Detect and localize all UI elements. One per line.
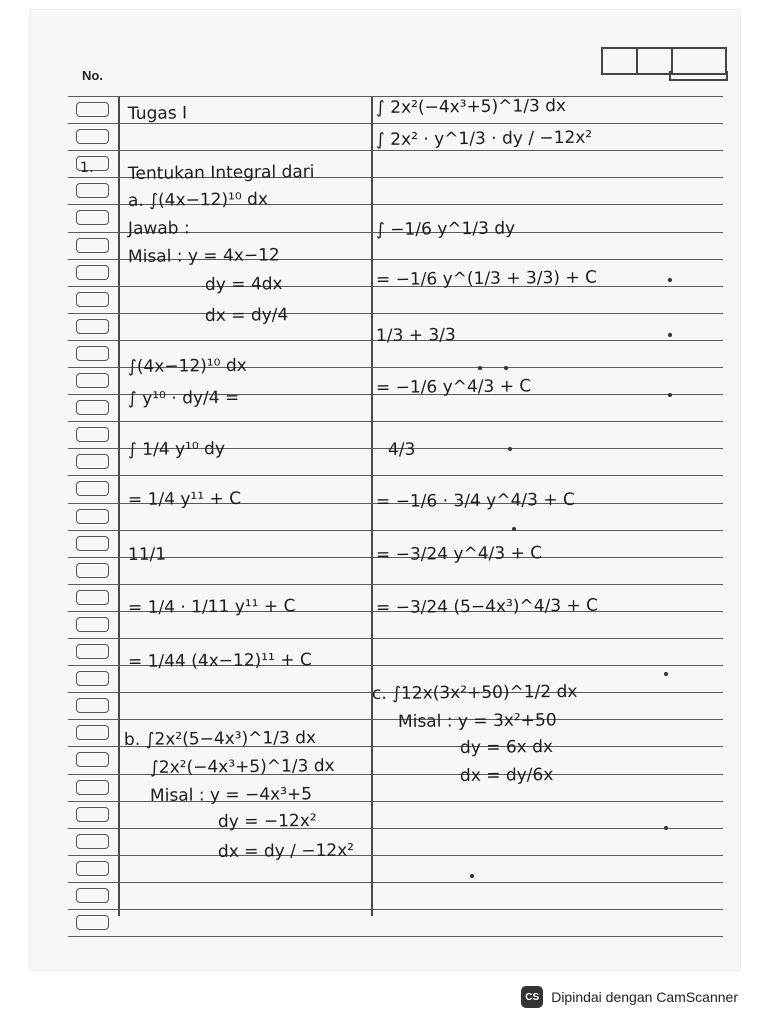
watermark-text: Dipindai dengan CamScanner: [551, 989, 738, 1005]
handwritten-line: = 1/4 y¹¹ + C: [127, 488, 242, 510]
handwritten-line: 1/3 + 3/3: [375, 325, 456, 346]
ruled-line: [68, 828, 723, 829]
ruled-line: [68, 882, 723, 883]
pen-dot: [668, 393, 672, 397]
margin-checkbox: [76, 861, 109, 876]
margin-checkbox: [76, 373, 109, 388]
date-box: [636, 47, 673, 75]
pen-dot: [668, 278, 672, 282]
pen-dot: [504, 366, 508, 370]
problem-number: 1.: [79, 159, 94, 176]
margin-checkbox: [76, 915, 109, 930]
margin-rule: [118, 96, 120, 916]
ruled-line: [68, 421, 723, 422]
margin-checkbox: [76, 210, 109, 225]
handwritten-line: = −3/24 (5−4x³)^4/3 + C: [375, 595, 599, 618]
handwritten-line: ∫ −1/6 y^1/3 dy: [375, 218, 516, 240]
margin-checkbox: [76, 834, 109, 849]
margin-checkbox: [76, 888, 109, 903]
handwritten-line: 11/1: [127, 544, 167, 565]
ruled-line: [68, 584, 723, 585]
handwritten-line: ∫(4x−12)¹⁰ dx: [127, 355, 247, 377]
handwritten-line: a. ∫(4x−12)¹⁰ dx: [127, 189, 269, 211]
handwritten-line: = −1/6 y^4/3 + C: [375, 376, 532, 398]
margin-checkbox: [76, 780, 109, 795]
margin-checkbox: [76, 102, 109, 117]
handwritten-line: = 1/4 · 1/11 y¹¹ + C: [127, 596, 296, 618]
ruled-line: [68, 855, 723, 856]
margin-checkbox: [76, 265, 109, 280]
pen-dot: [478, 366, 482, 370]
handwritten-line: = 1/44 (4x−12)¹¹ + C: [127, 650, 312, 672]
scanner-watermark: [521, 986, 738, 1008]
column-divider: [371, 96, 373, 916]
handwritten-line: ∫ 1/4 y¹⁰ dy: [127, 438, 226, 460]
handwritten-line: = −1/6 y^(1/3 + 3/3) + C: [375, 267, 598, 290]
handwritten-line: dx = dy / −12x²: [217, 840, 355, 862]
margin-checkbox: [76, 427, 109, 442]
handwritten-line: dy = 4dx: [204, 274, 283, 295]
handwritten-line: ∫2x²(−4x³+5)^1/3 dx: [149, 756, 335, 778]
ruled-line: [68, 936, 723, 937]
pen-dot: [512, 527, 516, 531]
margin-checkbox: [76, 292, 109, 307]
ruled-line: [68, 909, 723, 910]
margin-checkbox: [76, 481, 109, 496]
margin-checkbox: [76, 698, 109, 713]
handwritten-line: dx = dy/6x: [459, 765, 554, 786]
handwritten-line: ∫ y¹⁰ · dy/4 =: [127, 387, 240, 409]
margin-checkbox: [76, 725, 109, 740]
date-box: [601, 47, 638, 75]
margin-checkbox: [76, 346, 109, 361]
pen-dot: [668, 333, 672, 337]
margin-checkbox: [76, 807, 109, 822]
margin-checkbox: [76, 183, 109, 198]
handwritten-line: c. ∫12x(3x²+50)^1/2 dx: [371, 681, 578, 704]
page-number-label: No.: [82, 68, 103, 83]
date-boxes: [603, 47, 727, 75]
margin-checkbox: [76, 319, 109, 334]
ruled-line: [68, 313, 723, 314]
pen-dot: [664, 672, 668, 676]
handwritten-line: Misal : y = 4x−12: [127, 245, 280, 267]
pen-dot: [664, 826, 668, 830]
margin-checkbox: [76, 590, 109, 605]
margin-checkbox: [76, 644, 109, 659]
handwritten-line: dy = 6x dx: [459, 737, 554, 758]
ruled-line: [68, 530, 723, 531]
handwritten-line: 4/3: [387, 439, 416, 460]
handwritten-line: = −1/6 · 3/4 y^4/3 + C: [375, 489, 575, 512]
camscanner-logo: CS: [521, 986, 543, 1008]
handwritten-line: dx = dy/4: [204, 305, 289, 326]
margin-checkbox: [76, 400, 109, 415]
pen-dot: [508, 447, 512, 451]
margin-checkbox: [76, 563, 109, 578]
handwritten-line: = −3/24 y^4/3 + C: [375, 543, 543, 565]
handwritten-line: dy = −12x²: [217, 810, 317, 832]
ruled-line: [68, 150, 723, 151]
handwritten-line: Misal : y = 3x²+50: [397, 710, 557, 732]
handwritten-line: Misal : y = −4x³+5: [149, 784, 313, 806]
margin-checkbox: [76, 536, 109, 551]
margin-checkbox: [76, 617, 109, 632]
pen-dot: [470, 874, 474, 878]
margin-checkbox: [76, 671, 109, 686]
handwritten-line: Jawab :: [127, 218, 190, 239]
handwritten-line: ∫ 2x²(−4x³+5)^1/3 dx: [375, 96, 567, 118]
handwritten-line: b. ∫2x²(5−4x³)^1/3 dx: [123, 727, 317, 750]
ruled-line: [68, 638, 723, 639]
date-box-underline: [669, 71, 728, 81]
handwritten-line: ∫ 2x² · y^1/3 · dy / −12x²: [375, 127, 593, 150]
ruled-line: [68, 719, 723, 720]
title-text: Tugas I: [127, 103, 188, 124]
margin-checkbox: [76, 454, 109, 469]
margin-checkbox: [76, 752, 109, 767]
margin-checkbox: [76, 238, 109, 253]
margin-checkbox: [76, 129, 109, 144]
handwritten-line: Tentukan Integral dari: [127, 162, 315, 184]
margin-checkbox: [76, 509, 109, 524]
ruled-line: [68, 475, 723, 476]
